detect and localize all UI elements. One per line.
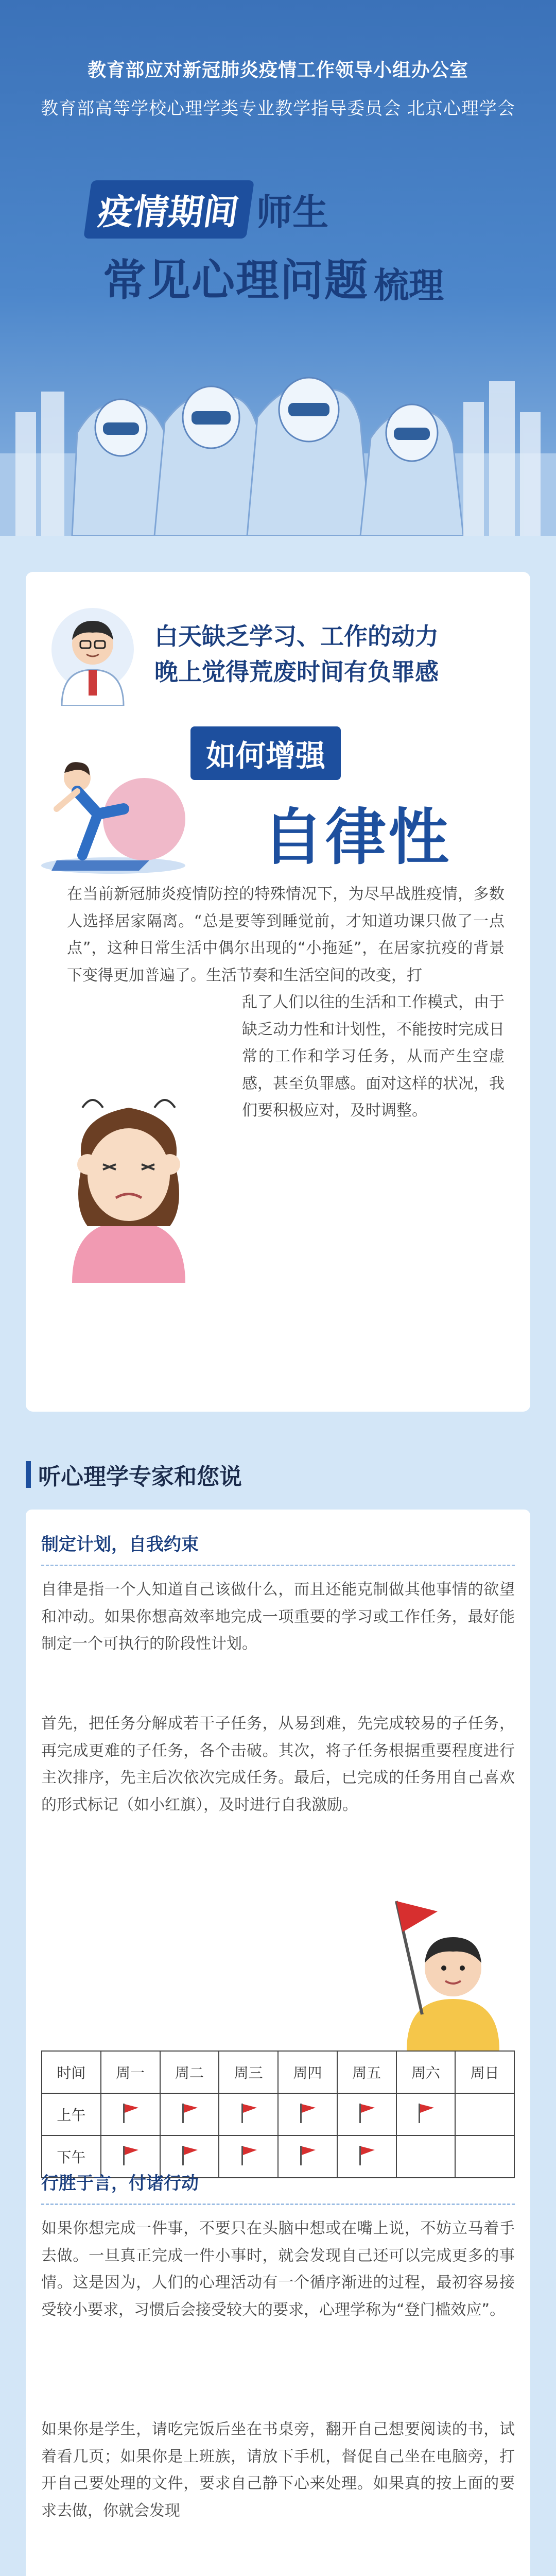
- boy-with-flag-illustration: [376, 1880, 510, 2050]
- table-row-label: 下午: [42, 2136, 101, 2178]
- table-header-cell: 周三: [219, 2051, 278, 2093]
- header-banner: [0, 0, 556, 536]
- table-cell: [455, 2093, 514, 2136]
- section-title-text: 听心理学专家和您说: [38, 1464, 242, 1490]
- table-row-label: 上午: [42, 2093, 101, 2136]
- intro-paragraph-wide: 在当前新冠肺炎疫情防控的特殊情况下，为尽早战胜疫情，多数人选择居家隔离。“总是要等到睡觉前，才知道功课只做了一点点”，这种日常生活中偶尔出现的“小拖延”，在居家抗疫的背景下变得更加普遍了。生活节奏和生活空间的改变，打: [67, 885, 505, 985]
- table-cell: [160, 2093, 219, 2136]
- table-header-cell: 周五: [337, 2051, 396, 2093]
- tips-panel: [26, 1510, 530, 2576]
- title-plain: 师生: [256, 191, 329, 233]
- table-header-cell: 周日: [455, 2051, 514, 2093]
- table-header-cell: 周二: [160, 2051, 219, 2093]
- tip-act-paragraph-2: 如果你是学生，请吃完饭后坐在书桌旁，翻开自己想要阅读的书，试着看几页；如果你是上班族，请放下手机，督促自己坐在电脑旁，打开自己要处理的文件，要求自己静下心来处理。如果真的按上面的要求去做，你就会发现: [41, 2420, 515, 2520]
- org-line-2: 教育部高等学校心理学类专业教学指导委员会 北京心理学会: [41, 98, 515, 119]
- yoga-ball-illustration: [36, 732, 190, 881]
- red-flag-icon: [296, 2102, 319, 2124]
- tip-act-heading: 行胜于言，付诸行动: [41, 2169, 515, 2205]
- title-small: 梳理: [374, 266, 444, 307]
- red-flag-icon: [237, 2144, 260, 2166]
- intro-paragraph-narrow: 乱了人们以往的生活和工作模式，由于缺乏动力性和计划性，不能按时完成日常的工作和学习任务，从而产生空虚感，甚至负罪感。面对这样的状况，我们要积极应对，及时调整。: [242, 993, 505, 1120]
- section-heading: [26, 1458, 242, 1491]
- big-word-self-discipline: 自律性: [263, 802, 451, 873]
- table-cell: [278, 2093, 337, 2136]
- table-row: [42, 2093, 514, 2136]
- self-discipline-banner: [26, 711, 530, 896]
- section-bar: [26, 1461, 31, 1488]
- headline-line-2: 晚上觉得荒废时间有负罪感: [154, 658, 439, 686]
- table-cell: [219, 2093, 278, 2136]
- table-cell: [337, 2093, 396, 2136]
- weekly-plan-table: [41, 2050, 515, 2178]
- tip-plan-paragraph-2: 首先，把任务分解成若干子任务，从易到难，先完成较易的子任务，再完成更难的子任务，各个击破。其次，将子任务根据重要程度进行主次排序，先主后次依次完成任务。最后，已完成的任务用自己喜欢的形式标记（如小红旗），及时进行自我激励。: [41, 1715, 515, 1814]
- org-line-1: 教育部应对新冠肺炎疫情工作领导小组办公室: [87, 60, 468, 81]
- red-flag-icon: [355, 2102, 378, 2124]
- stressed-girl-illustration: [51, 1087, 206, 1283]
- table-header-cell: 周四: [278, 2051, 337, 2093]
- red-flag-icon: [178, 2144, 201, 2166]
- doctor-avatar-icon: [46, 603, 139, 706]
- red-flag-icon: [355, 2144, 378, 2166]
- red-flag-icon: [414, 2102, 437, 2124]
- table-header-cell: 周一: [101, 2051, 160, 2093]
- red-flag-icon: [178, 2102, 201, 2124]
- tip-plan-heading: 制定计划，自我约束: [41, 1530, 515, 1566]
- table-cell: [101, 2093, 160, 2136]
- main-title: [88, 180, 479, 308]
- red-flag-icon: [237, 2102, 260, 2124]
- ribbon-how-to: 如何增强: [190, 726, 341, 780]
- table-header-cell: 时间: [42, 2051, 101, 2093]
- table-cell: [396, 2093, 456, 2136]
- title-big: 常见心理问题: [103, 255, 369, 306]
- red-flag-icon: [296, 2144, 319, 2166]
- tip-plan-paragraph-1: 自律是指一个人知道自己该做什么，而且还能克制做其他事情的欲望和冲动。如果你想高效率地完成一项重要的学习或工作任务，最好能制定一个可执行的阶段性计划。: [41, 1581, 515, 1653]
- table-header-cell: 周六: [396, 2051, 456, 2093]
- medical-workers-illustration: [0, 319, 556, 536]
- person-at-desk-illustration: [314, 2571, 505, 2576]
- red-flag-icon: [119, 2144, 142, 2166]
- tip-plan-paragraph-2-start: [41, 1710, 515, 1819]
- tip-act-paragraph-1: 如果你想完成一件事，不要只在头脑中想或在嘴上说，不妨立马着手去做。一旦真正完成一件小事时，就会发现自己还可以完成更多的事情。这是因为，人们的心理活动有一个循序渐进的过程，最初容易接受较小要求，习惯后会接受较大的要求，心理学称为“登门槛效应”。: [41, 2219, 515, 2319]
- table-body: [42, 2093, 514, 2178]
- title-highlight: 疫情期间: [83, 180, 254, 239]
- headline-line-1: 白天缺乏学习、工作的动力: [154, 622, 439, 650]
- red-flag-icon: [119, 2102, 142, 2124]
- intro-card: [26, 572, 530, 1412]
- table-header-row: [42, 2051, 514, 2093]
